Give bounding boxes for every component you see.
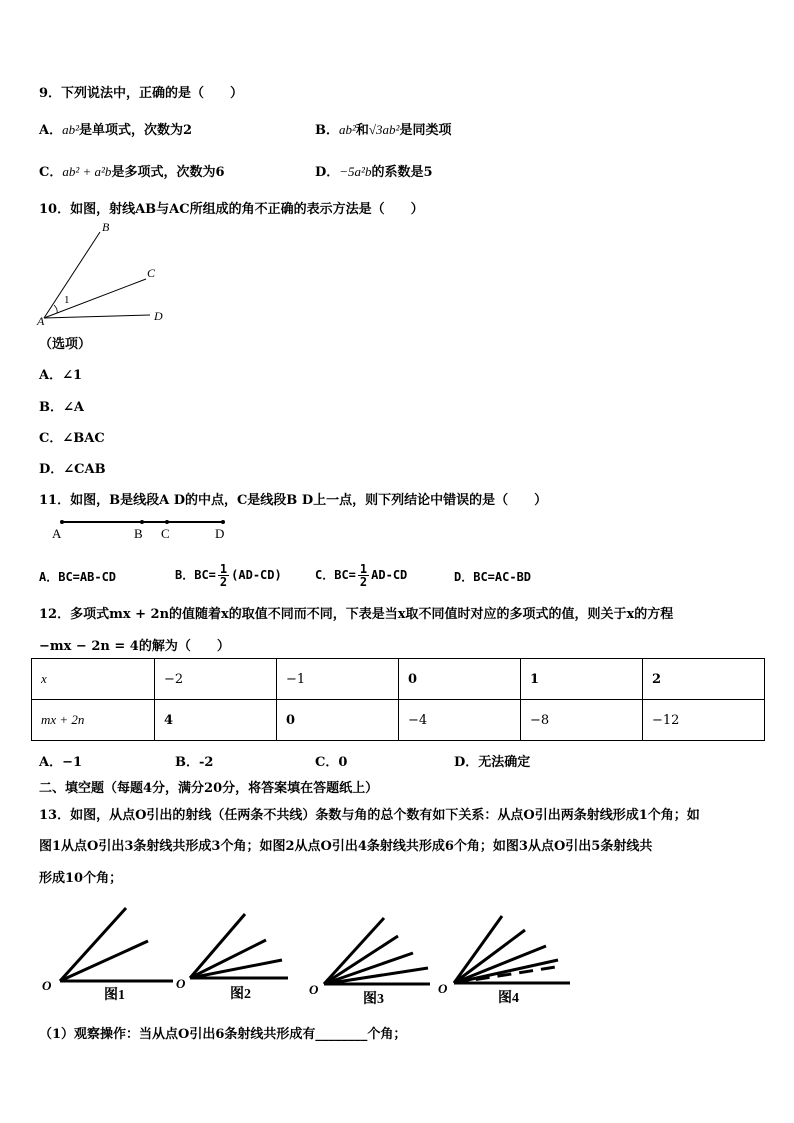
- angle-arc: [54, 305, 57, 313]
- q9-option-b: [315, 119, 451, 138]
- section-2-heading: 二、填空题（每题4分，满分20分，将答案填在答题纸上）: [39, 781, 379, 796]
- figure-2: [176, 914, 288, 1002]
- origin-label: O: [309, 982, 319, 997]
- q11-option-b: [175, 555, 282, 595]
- q9-option-c-label: C．: [39, 165, 63, 180]
- origin-label: O: [438, 981, 448, 996]
- point-b: [140, 520, 144, 524]
- q11-option-a: A．BC=AB-CD: [39, 570, 117, 584]
- ray-ad: [44, 315, 150, 318]
- q9-option-c: [39, 161, 224, 180]
- label-c: C: [147, 266, 156, 280]
- ray-ab: [44, 232, 100, 318]
- q9-option-a-text: 是单项式，次数为2: [79, 123, 193, 138]
- q12-option-a: A．−1: [39, 755, 83, 770]
- q13-sub1: （1）观察操作：当从点O引出6条射线共形成有________个角；: [39, 1027, 407, 1042]
- figure-caption-4: 图4: [498, 991, 519, 1006]
- q9-stem: 9．下列说法中，正确的是（ ）: [39, 86, 244, 101]
- label-angle-1: 1: [64, 294, 70, 306]
- label-d: D: [154, 309, 163, 323]
- q9-option-a: [39, 119, 192, 138]
- q9-option-b-expr1: ab²: [339, 122, 356, 137]
- q9-option-d-expr: −5a²b: [339, 164, 372, 179]
- q9-option-d-text: 的系数是5: [371, 165, 433, 180]
- point-label-c: C: [161, 526, 170, 541]
- q12-value-table: [31, 658, 765, 741]
- table-cell: −2: [155, 659, 277, 700]
- q10-ray-figure: [30, 218, 180, 330]
- table-cell: x: [32, 659, 155, 700]
- figure-4: [438, 916, 570, 1006]
- table-cell: 1: [521, 659, 643, 700]
- q11-option-b-post: (AD-CD): [231, 568, 282, 582]
- q11-option-b-pre: B．BC=: [175, 568, 216, 582]
- q13-line2: 图1从点O引出3条射线共形成3个角；如图2从点O引出4条射线共形成6个角；如图3从点O引出5条射线共: [39, 839, 653, 854]
- q9-option-a-label: A．: [39, 123, 63, 138]
- ray-ac: [44, 279, 146, 318]
- q12-stem-line2: −mx − 2n = 4的解为（ ）: [39, 639, 230, 654]
- q10-stem: 10．如图，射线AB与AC所组成的角不正确的表示方法是（ ）: [39, 202, 424, 217]
- q9-option-a-expr: ab²: [62, 122, 79, 137]
- point-label-a: A: [52, 526, 62, 541]
- origin-label: O: [42, 978, 52, 993]
- point-label-b: B: [134, 526, 143, 541]
- figure-3: [309, 918, 430, 1007]
- q10-option-a: A．∠1: [39, 368, 83, 383]
- q12-option-c: C．0: [315, 755, 348, 770]
- q13-ray-figures: [30, 898, 590, 1010]
- q9-option-b-text: 是同类项: [399, 123, 452, 138]
- table-cell: mx + 2n: [32, 700, 155, 741]
- point-d: [221, 520, 225, 524]
- figure-1: [42, 908, 173, 1003]
- point-label-d: D: [215, 526, 225, 541]
- table-cell: 0: [277, 700, 399, 741]
- q11-option-c: [315, 555, 407, 595]
- figure-caption-3: 图3: [363, 992, 384, 1007]
- q11-option-d: D．BC=AC-BD: [454, 570, 532, 584]
- point-a: [60, 520, 64, 524]
- origin-label: O: [176, 976, 186, 991]
- fraction-numerator: 1: [219, 562, 228, 576]
- table-cell: −1: [277, 659, 399, 700]
- table-row: [32, 659, 765, 700]
- q11-option-c-pre: C．BC=: [315, 568, 356, 582]
- fraction-denominator: 2: [219, 575, 228, 589]
- q11-option-c-fraction: [358, 563, 369, 588]
- q13-line3: 形成10个角；: [39, 871, 123, 886]
- label-a: A: [37, 314, 45, 328]
- q11-option-c-post: AD-CD: [371, 568, 408, 582]
- fraction-denominator: 2: [359, 575, 368, 589]
- table-cell: 4: [155, 700, 277, 741]
- q9-option-b-label: B．: [315, 123, 339, 138]
- q9-option-d-label: D．: [315, 165, 340, 180]
- q11-segment-figure: [45, 514, 245, 542]
- fraction-numerator: 1: [359, 562, 368, 576]
- q9-option-d: [315, 161, 433, 180]
- label-b: B: [102, 220, 110, 234]
- table-cell: −4: [399, 700, 521, 741]
- table-cell: −8: [521, 700, 643, 741]
- q12-option-d: D．无法确定: [454, 755, 531, 770]
- q9-option-c-text: 是多项式，次数为6: [111, 165, 225, 180]
- q10-option-b: B．∠A: [39, 400, 84, 415]
- q9-option-b-mid: 和: [355, 123, 369, 138]
- table-row: [32, 700, 765, 741]
- q9-option-b-expr2: √3ab²: [368, 122, 400, 137]
- q13-line1: 13．如图，从点O引出的射线（任两条不共线）条数与角的总个数有如下关系：从点O引出两条射线形成1个角；如: [39, 808, 700, 823]
- q11-option-b-fraction: [218, 563, 229, 588]
- point-c: [165, 520, 169, 524]
- q12-option-b: B．-2: [175, 755, 214, 770]
- q11-stem: 11．如图，B是线段A D的中点，C是线段B D上一点，则下列结论中错误的是（ ）: [39, 493, 548, 508]
- table-cell: 0: [399, 659, 521, 700]
- q10-options-note: （选项）: [39, 337, 92, 352]
- q12-stem-line1: 12．多项式mx + 2n的值随着x的取值不同而不同，下表是当x取不同值时对应的多项式的值，则关于x的方程: [39, 607, 674, 622]
- q10-option-c: C．∠BAC: [39, 431, 105, 446]
- table-cell: −12: [643, 700, 765, 741]
- q10-option-d: D．∠CAB: [39, 462, 106, 477]
- figure-caption-2: 图2: [230, 987, 251, 1002]
- figure-caption-1: 图1: [104, 988, 125, 1003]
- table-cell: 2: [643, 659, 765, 700]
- q9-option-c-expr: ab² + a²b: [62, 164, 112, 179]
